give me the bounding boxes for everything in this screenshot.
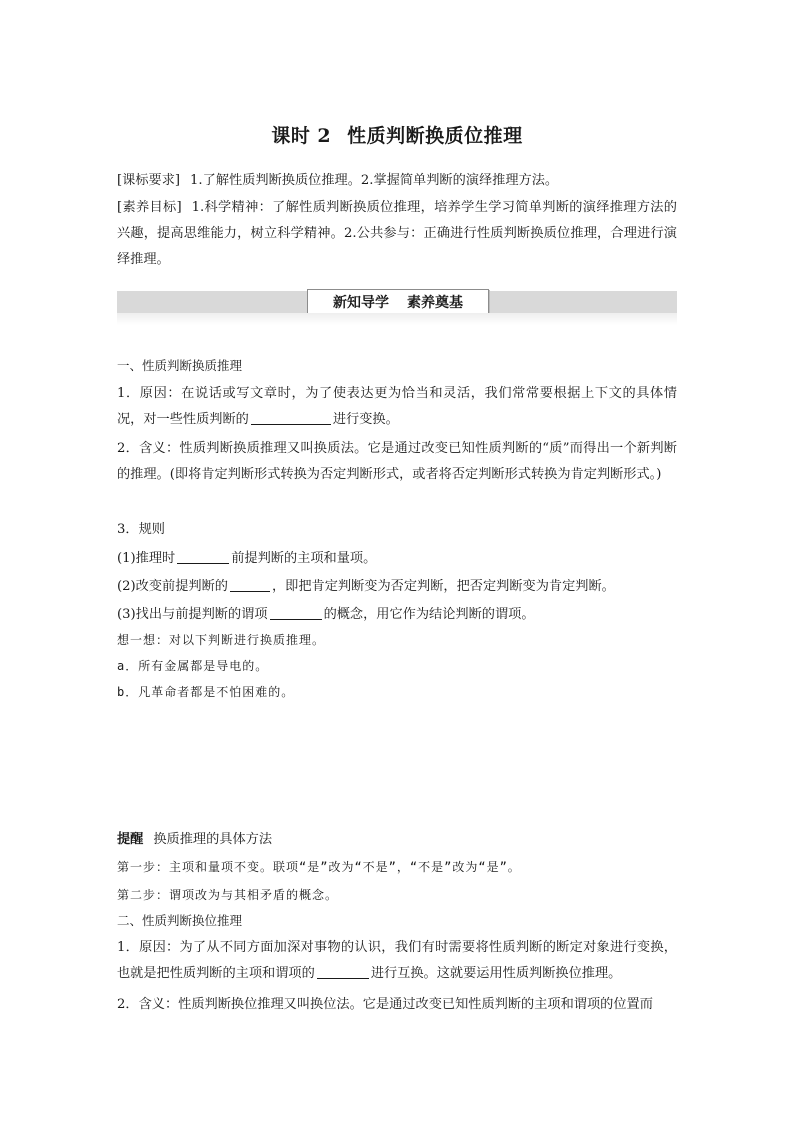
think-prompt: 想一想：对以下判断进行换质推理。	[117, 633, 326, 647]
reminder-step-1: 第一步：主项和量项不变。联项“是”改为“不是”，“不是”改为“是”。	[117, 860, 521, 874]
section1-item1-text: 1．原因：在说话或写文章时，为了使表达更为恰当和灵活，我们常常要根据上下文的具体情况，对一些性质判断的	[117, 386, 677, 427]
section2-item2: 2．含义：性质判断换位推理又叫换位法。它是通过改变已知性质判断的主项和谓项的位置而	[117, 997, 653, 1012]
rule-1	[117, 549, 677, 568]
section1-item1-tail: 进行变换。	[332, 412, 399, 427]
banner-box	[307, 289, 489, 315]
lesson-number: 课时 2	[271, 125, 332, 147]
requirements-label: [课标要求]	[117, 173, 181, 188]
section-banner	[117, 291, 677, 313]
goals-text: 1.科学精神：了解性质判断换质位推理，培养学生学习简单判断的演绎推理方法的兴趣，提高思维能力，树立科学精神。2.公共参与：正确进行性质判断换质位推理，合理进行演绎推理。	[117, 200, 677, 267]
reminder-label: 提醒	[117, 832, 144, 847]
rule-3-tail: 的概念，用它作为结论判断的谓项。	[323, 607, 535, 622]
rule-1-text: (1)推理时	[117, 551, 176, 566]
reminder-step-2: 第二步：谓项改为与其相矛盾的概念。	[117, 888, 339, 902]
section2-item1-text: 1．原因：为了从不同方面加深对事物的认识，我们有时需要将性质判断的断定对象进行变换，也就是把性质判断的主项和谓项的	[117, 940, 677, 981]
fill-blank[interactable]	[270, 605, 322, 620]
rule-2-tail: ，即把肯定判断变为否定判断，把否定判断变为肯定判断。	[272, 579, 615, 594]
banner-shadow	[117, 313, 677, 325]
section1-heading: 一、性质判断换质推理	[117, 358, 243, 373]
rule-3-text: (3)找出与前提判断的谓项	[117, 607, 268, 622]
goals-label: [素养目标]	[117, 200, 182, 215]
section1-item2: 2．含义：性质判断换质推理又叫换质法。它是通过改变已知性质判断的“质”而得出一个新判断的推理。(即将肯定判断形式转换为否定判断形式，或者将否定判断形式转换为肯定判断形式。)	[117, 441, 677, 482]
banner-right-label: 素养奠基	[407, 295, 463, 311]
fill-blank[interactable]	[251, 410, 331, 425]
section1-item3: 3．规则	[117, 522, 165, 537]
section2-heading: 二、性质判断换位推理	[117, 913, 243, 928]
think-item-a: a．所有金属都是导电的。	[117, 659, 269, 673]
reminder-heading	[117, 831, 677, 849]
rule-3	[117, 605, 677, 624]
lesson-topic: 性质判断换质位推理	[347, 125, 523, 147]
requirements-text: 1.了解性质判断换质位推理。2.掌握简单判断的演绎推理方法。	[190, 173, 559, 188]
section1-item1	[117, 381, 677, 433]
think-item-b: b．凡革命者都是不怕困难的。	[117, 685, 295, 699]
banner-left-label: 新知导学	[333, 295, 389, 311]
fill-blank[interactable]	[177, 549, 229, 564]
lesson-title	[117, 121, 677, 148]
section2-item1-tail: 进行互换。这就要运用性质判断换位推理。	[370, 966, 622, 981]
fill-blank[interactable]	[230, 577, 270, 592]
rule-2-text: (2)改变前提判断的	[117, 579, 228, 594]
fill-blank[interactable]	[317, 964, 369, 979]
curriculum-requirements	[117, 172, 677, 190]
section2-item1	[117, 935, 677, 987]
literacy-goals	[117, 195, 677, 273]
rule-2	[117, 577, 677, 596]
rule-1-tail: 前提判断的主项和量项。	[231, 551, 377, 566]
reminder-title: 换质推理的具体方法	[153, 832, 273, 847]
